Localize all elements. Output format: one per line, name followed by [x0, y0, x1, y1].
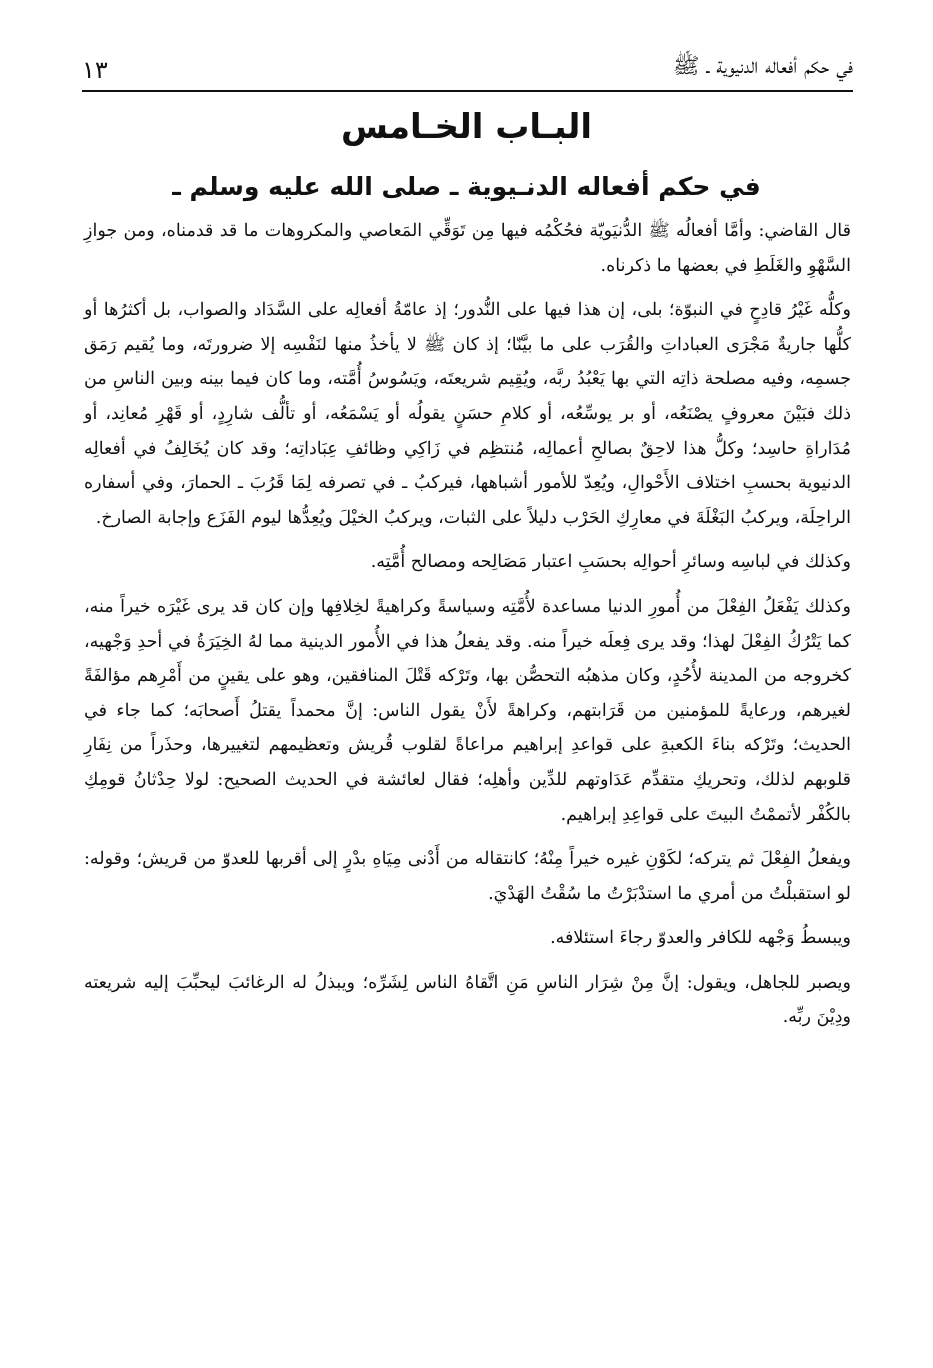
- paragraph: ويبسطُ وَجْهه للكافر والعدوّ رجاءَ استئلافه.: [550, 928, 851, 949]
- running-title: في حكم أفعاله الدنيوية ـ ﷺ: [672, 54, 853, 79]
- paragraph: ويفعلُ الفِعْلَ ثم يتركه؛ لكَوْنِ غيره خيراً مِنْهُ؛ كانتقاله من أَدْنى مِيَاهِ بدْرٍ إلى أقربها للعدوّ من قريش؛ وقوله: لو استقبلْتُ من أمري ما استدْبَرْتُ ما سُقْتُ الهَدْيَ.: [84, 849, 851, 904]
- chapter-title: البـاب الخـامس: [340, 107, 593, 147]
- paragraph: ويصبر للجاهل، ويقول: إنَّ مِنْ شِرَار الناسِ مَنِ اتَّقاهُ الناس لِشَرِّه؛ ويبذلُ له الرغائبَ ليحبِّبَ إليه شريعته ودِيْنَ ربِّه.: [84, 972, 851, 1028]
- page-number: ١٣: [82, 56, 108, 84]
- page-header: [82, 42, 853, 84]
- header-divider: [82, 90, 853, 92]
- body-text: [84, 214, 851, 1045]
- paragraph: وكلُّه غَيْرُ قادِحٍ في النبوّة؛ بلى، إن هذا فيها على النُّدور؛ إذ عامّةُ أفعالِه على السَّدَاد والصواب، بل أكثرُها أو كلُّها جاريةٌ مَجْرَى العباداتِ والقُرَب على ما بيَّنّا؛ إذ كان ﷺ لا يأخذُ منها لنَفْسِه إلا ضرورتَه، وما يُقيم رَمَق جسمِه، وفيه مصلحة ذاتِه التي بها يَعْبُدُ ربَّه، ويُقِيم شريعتَه، ويَسُوسُ أُمَّته، وما كان فيما بينه وبين الناسِ من ذلك فبَيْنَ معروفٍ يصْنَعُه، أو بر يوسِّعُه، أو كلامِ حسَنٍ يقولُه أو يَسْمَعُه، أو تألُّف شارِدٍ، أو قَهْرِ مُعانِد، أو مُدَاراةِ حاسِد؛ وكلُّ هذا لاحِقٌ بصالحِ أعمالِه، مُنتظِم في زَاكِي وظائفِ عِبَاداتِه؛ وقد كان يُخَالِفُ في أفعالِه الدنيوية بحسبِ اختلاف الأَحْوالِ، ويُعِدّ للأمور أشباهها، فيركبُ ـ في تصرفه لِمَا قَرُبَ ـ الحمارَ، وفي أسفاره الراحِلَة، ويركبُ البَغْلَةَ في معارِكِ الحَرْب دليلاً على الثبات، ويركبُ الخيْلَ ويُعِدُّها ليوم الفَزَع وإجابة الصارخ.: [84, 300, 851, 528]
- chapter-subtitle: في حكم أفعاله الدنـيوية ـ صلى الله عليه وسلم ـ: [172, 172, 761, 201]
- paragraph: وكذلك يَفْعَلُ الفِعْلَ من أُمورِ الدنيا مساعدة لأُمَّتِه وسياسةً وكراهيةً لخِلافِها وإن كان قد يرى غَيْرَه خيراً منه، كما يَتْرُكُ الفِعْلَ لهذا؛ وقد يرى فِعلَه خيراً منه. وقد يفعلُ هذا في الأُمور الدينية مما لهُ الخِيَرَةُ في أحدِ وَجْهيه، كخروجه من المدينة لأُحُدٍ، وكان مذهبُه التحصُّن بها، وتَرْكه قَتْلَ المنافقين، وهو على يقينٍ من أَمْرِهم مؤالفَةً لغيرهم، ورعايةً للمؤمنين من قَرَابتهم، وكراهةً لأَنْ يقول الناس: إنَّ محمداً يقتلُ أَصحابَه؛ كما جاء في الحديث؛ وتَرْكه بناءَ الكعبةِ على قواعدِ إبراهيم مراعاةً لقلوب قُريش وتعظيمهم لتغييرها، وحذَراً من نِفَارِ قلوبهم لذلك، وتحريكِ متقدِّم عَدَاوتهم للدِّين وأهلِه؛ فقال لعائشة في الحديث الصحيح: لولا حِدْثانُ قومِكِ بالكُفْر لأتممْتُ البيتَ على قواعِدِ إبراهيم.: [84, 596, 851, 825]
- paragraph: قال القاضي: وأمَّا أفعالُه ﷺ الدُّنيَويّة فحُكْمُه فيها مِن تَوَقِّي المَعاصي والمكروهات ما قد قدمناه، ومن جوازِ السَّهْوِ والغَلَطِ في بعضها ما ذكرناه.: [84, 221, 851, 276]
- paragraph: وكذلك في لباسِه وسائرِ أحوالِه بحسَبِ اعتبار مَصَالِحه ومصالح أُمَّتِه.: [370, 552, 851, 573]
